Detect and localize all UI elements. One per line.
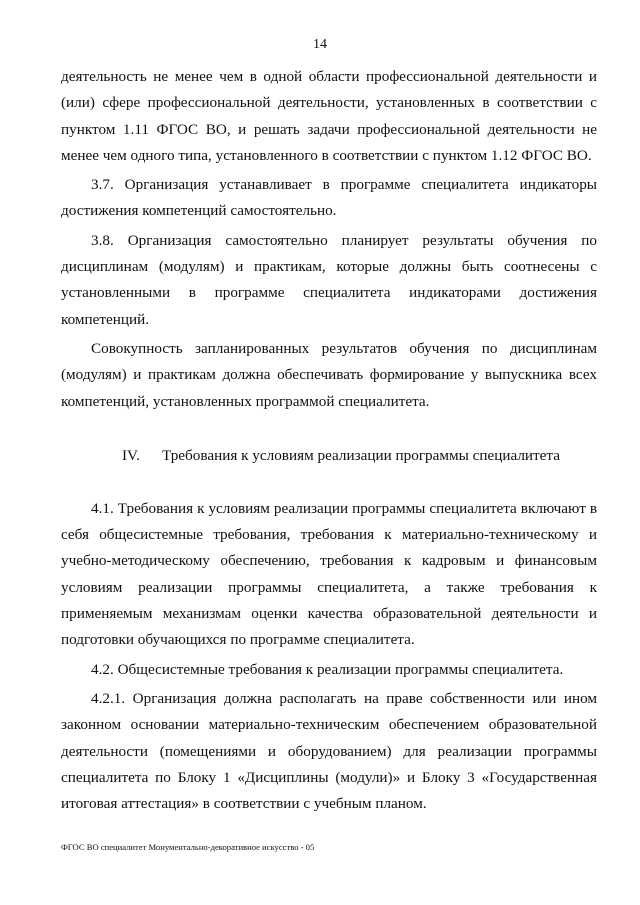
- page-footer: ФГОС ВО специалитет Монументально-декоративное искусство - 05: [61, 842, 315, 852]
- paragraph-4-2-1: 4.2.1. Организация должна располагать на праве собственности или ином законном основании материально-техническим обеспечением образовательной деятельности (помещениями и оборудованием) для реализации программы специалитета по Блоку 1 «Дисциплины (модули)» и Блоку 3 «Государственная итоговая аттестация» в соответствии с учебным планом.: [61, 689, 597, 813]
- section-heading: [61, 446, 597, 466]
- section-title: Требования к условиям реализации программы специалитета: [162, 446, 560, 464]
- document-body: [61, 64, 597, 817]
- section-numeral: IV.: [122, 446, 140, 464]
- paragraph-3-8: 3.8. Организация самостоятельно планирует результаты обучения по дисциплинам (модулям) и практикам, которые должны быть соотнесены с установленными в программе специалитета индикаторами достижения компетенций.: [61, 231, 597, 328]
- paragraph-continuation: деятельность не менее чем в одной области профессиональной деятельности и (или) сфере профессиональной деятельности, установленных в соответствии с пунктом 1.11 ФГОС ВО, и решать задачи профессиональной деятельности не менее чем одного типа, установленного в соответствии с пунктом 1.12 ФГОС ВО.: [61, 68, 597, 164]
- page-number: 14: [313, 37, 327, 52]
- paragraph-sovokupnost: Совокупность запланированных результатов обучения по дисциплинам (модулям) и практикам должна обеспечивать формирование у выпускника всех компетенций, установленных программой специалитета.: [61, 339, 597, 410]
- paragraph-3-7: 3.7. Организация устанавливает в программе специалитета индикаторы достижения компетенций самостоятельно.: [61, 176, 597, 220]
- paragraph-4-1: 4.1. Требования к условиям реализации программы специалитета включают в себя общесистемные требования, требования к материально-техническому и учебно-методическому обеспечению, требования к кадровым и финансовым условиям реализации программы специалитета, а также требования к применяемым механизмам оценки качества образовательной деятельности и подготовки обучающихся по программе специалитета.: [61, 499, 597, 649]
- paragraph-4-2: 4.2. Общесистемные требования к реализации программы специалитета.: [91, 660, 564, 678]
